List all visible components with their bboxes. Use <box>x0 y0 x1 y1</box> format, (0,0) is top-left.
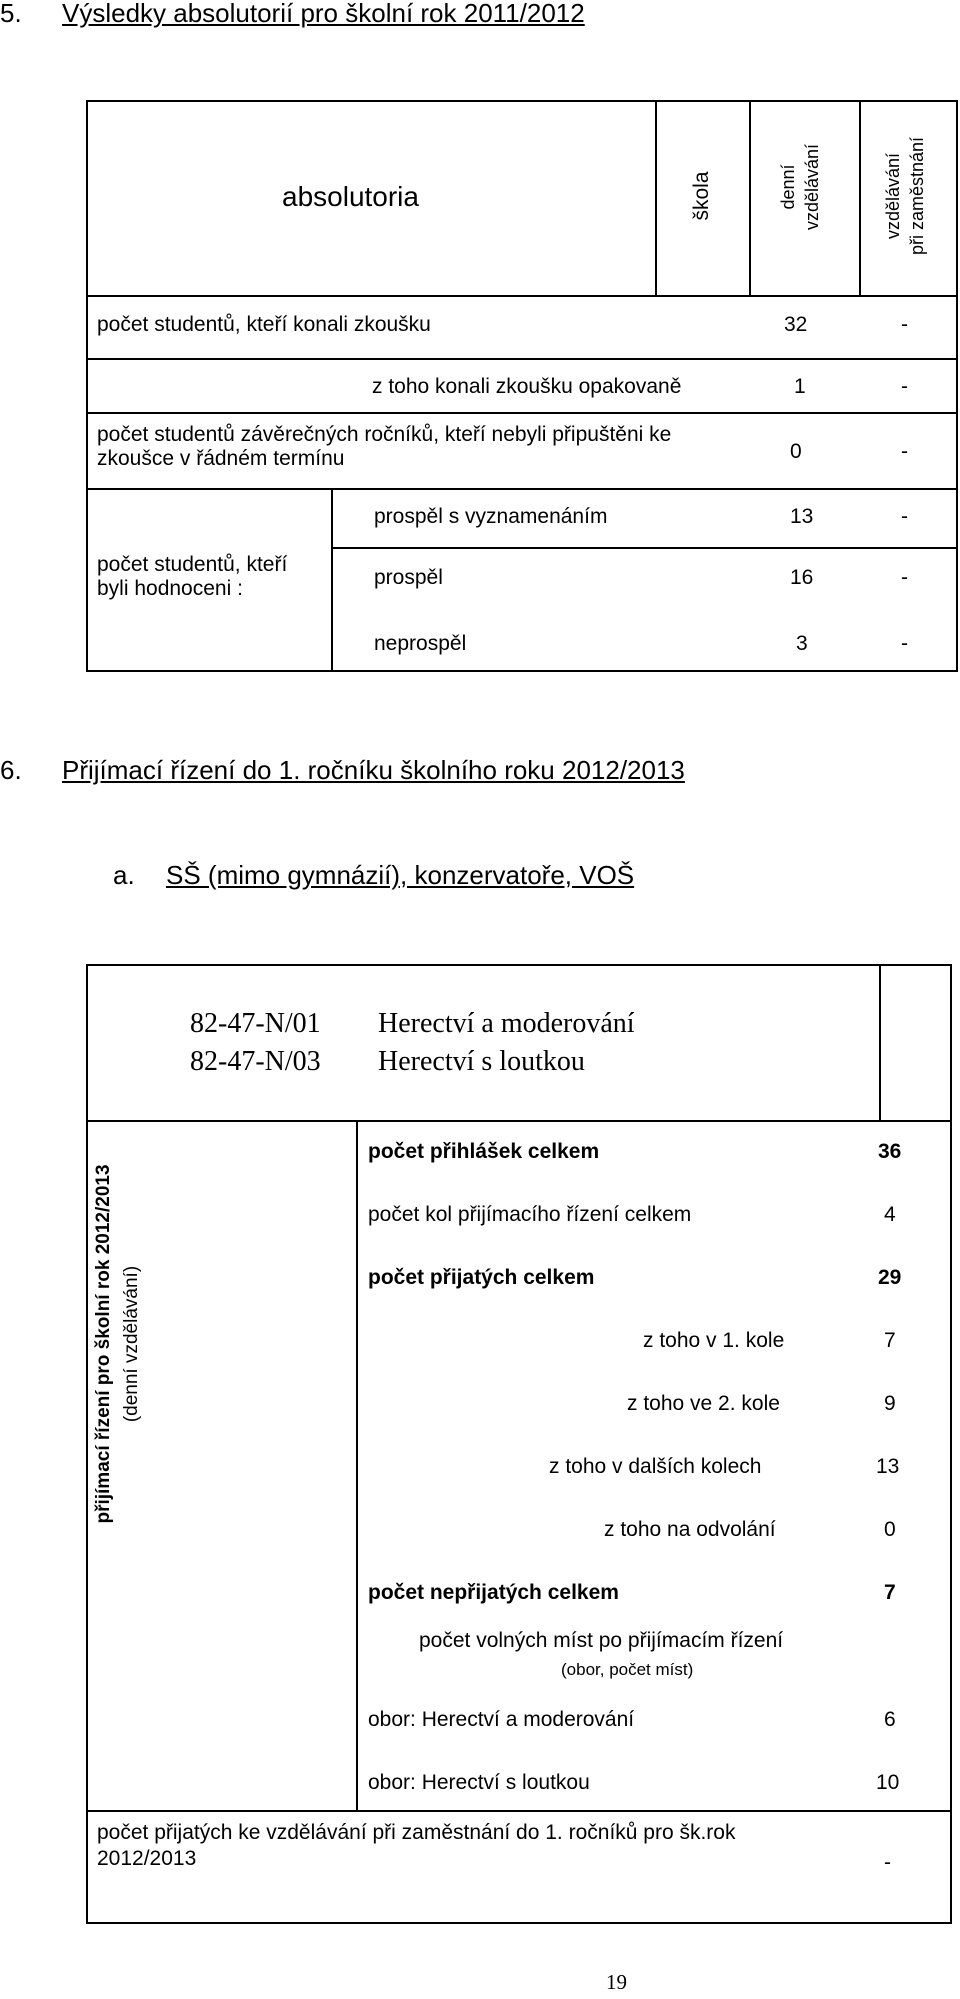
row-obor1-value: 6 <box>884 1708 896 1731</box>
row-prijati-label: počet přijatých celkem <box>368 1266 595 1289</box>
group-hodnoceni-label: počet studentů, kteří byli hodnoceni : <box>97 553 288 600</box>
row-obor2-value: 10 <box>876 1771 900 1794</box>
row-obor2-label: obor: Herectví s loutkou <box>368 1771 590 1794</box>
header-pri-zamestnani <box>881 101 933 291</box>
section-6-number: 6. <box>0 755 22 785</box>
row-kolo1-label: z toho v 1. kole <box>643 1329 785 1352</box>
row-neprospel-denni: 3 <box>796 632 808 655</box>
row-vyznamenani-denni: 13 <box>790 505 814 528</box>
side-label <box>90 1004 146 1684</box>
row-kolo2-label: z toho ve 2. kole <box>627 1392 780 1415</box>
row-prijati-value: 29 <box>878 1266 902 1289</box>
row-zamestnani-label: počet přijatých ke vzdělávání při zaměstnání do 1. ročníků pro šk.rok 2012/2013 <box>97 1821 736 1870</box>
header-absolutoria: absolutoria <box>282 181 419 212</box>
table2-hline <box>86 964 952 966</box>
header-denni-line2: vzdělávání <box>802 143 822 231</box>
row-odvolani-value: 0 <box>884 1518 896 1541</box>
row-kolo1-value: 7 <box>884 1329 896 1352</box>
row-obor1-label: obor: Herectví a moderování <box>368 1708 635 1731</box>
table2-hline <box>86 1810 952 1812</box>
table1-vline <box>749 100 751 297</box>
page-number: 19 <box>606 1970 627 1994</box>
table1-vline <box>655 100 657 297</box>
program-name-2: Herectví s loutkou <box>378 1046 585 1077</box>
program-name-1: Herectví a moderování <box>378 1008 635 1039</box>
row-kola-value: 4 <box>884 1203 896 1226</box>
row-vyznamenani-label: prospěl s vyznamenáním <box>374 505 608 528</box>
row-prospel-denni: 16 <box>790 566 814 589</box>
header-zam-line1: vzdělávání <box>883 152 903 240</box>
header-denni-vzdelavani <box>776 117 828 257</box>
section-5-title: Výsledky absolutorií pro školní rok 2011/2012 <box>62 0 585 28</box>
table1-hline <box>331 547 958 549</box>
row-nepripusteni-zam: - <box>901 440 908 463</box>
table1-vline <box>859 100 861 297</box>
row-neprijati-label: počet nepřijatých celkem <box>368 1581 619 1604</box>
row-nepripusteni-label: počet studentů závěrečných ročníků, kteří nebyli připuštěni ke zkoušce v řádném termínu <box>97 423 672 470</box>
header-zam-line2: při zaměstnání <box>907 136 927 256</box>
subsection-a-letter: a. <box>113 860 135 890</box>
row-nepripusteni-denni: 0 <box>790 440 802 463</box>
row-prihlasky-label: počet přihlášek celkem <box>368 1140 600 1163</box>
row-dalsi-label: z toho v dalších kolech <box>549 1455 762 1478</box>
row-dalsi-value: 13 <box>876 1455 900 1478</box>
table1-hline <box>86 295 958 297</box>
row-konali-label: počet studentů, kteří konali zkoušku <box>97 313 431 336</box>
row-kolo2-value: 9 <box>884 1392 896 1415</box>
row-odvolani-label: z toho na odvolání <box>604 1518 776 1541</box>
row-neprospel-label: neprospěl <box>374 632 467 655</box>
row-neprijati-value: 7 <box>884 1581 896 1604</box>
table2-hline <box>86 1120 952 1122</box>
row-prospel-zam: - <box>901 566 908 589</box>
table2-vline <box>879 964 881 1122</box>
table2-hline-bottom <box>86 1922 952 1924</box>
side-label-line2: (denní vzdělávání) <box>121 1265 142 1423</box>
row-opakovane-denni: 1 <box>794 375 806 398</box>
subsection-a-title: SŠ (mimo gymnázií), konzervatoře, VOŠ <box>166 860 635 890</box>
row-opakovane-label: z toho konali zkoušku opakovaně <box>372 375 682 398</box>
row-zamestnani-value: - <box>884 1851 891 1874</box>
row-prospel-label: prospěl <box>374 566 443 589</box>
side-label-line1: přijímací řízení pro školní rok 2012/2013 <box>93 1164 114 1524</box>
row-vyznamenani-zam: - <box>901 505 908 528</box>
table1-vline <box>331 488 333 672</box>
row-konali-zam: - <box>901 313 908 336</box>
table1-hline <box>86 488 958 490</box>
section-6-title: Přijímací řízení do 1. ročníku školního roku 2012/2013 <box>62 755 685 785</box>
table2-vline <box>356 1120 358 1812</box>
row-konali-denni: 32 <box>784 313 808 336</box>
table1-hline <box>86 412 958 414</box>
program-code-2: 82-47-N/03 <box>190 1046 321 1077</box>
volna-mista-label: počet volných míst po přijímacím řízení <box>419 1629 784 1652</box>
table1-hline <box>86 358 958 360</box>
row-prihlasky-value: 36 <box>878 1140 902 1163</box>
row-kola-label: počet kol přijímacího řízení celkem <box>368 1203 692 1226</box>
header-denni-line1: denní <box>778 164 798 210</box>
header-skola: škola <box>690 171 713 221</box>
section-5-number: 5. <box>0 0 22 28</box>
row-neprospel-zam: - <box>901 632 908 655</box>
row-opakovane-zam: - <box>901 375 908 398</box>
program-code-1: 82-47-N/01 <box>190 1008 321 1039</box>
volna-mista-sublabel: (obor, počet míst) <box>561 1660 694 1679</box>
table2-vline-right <box>950 964 952 1924</box>
table2-vline-left <box>86 964 88 1924</box>
